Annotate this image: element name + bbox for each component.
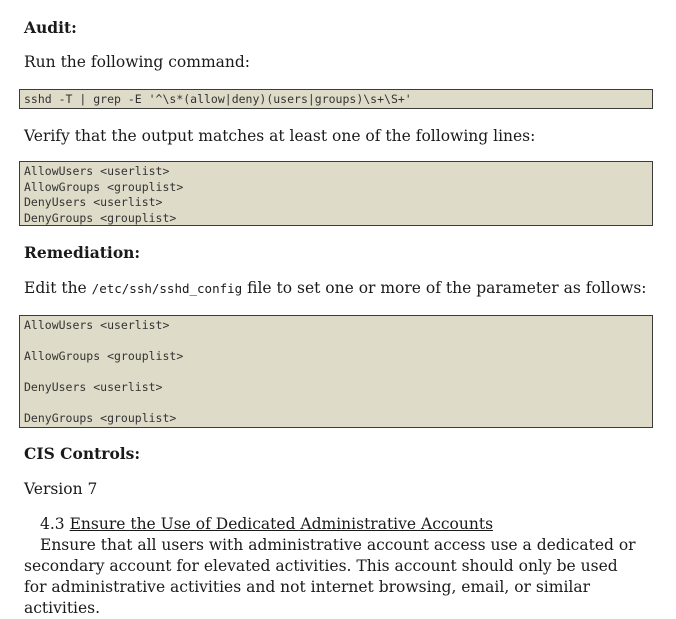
remediation-config-box <box>19 315 653 428</box>
remediation-heading: Remediation: <box>24 243 141 262</box>
remediation-config-line: DenyGroups <grouplist> <box>24 411 177 425</box>
remediation-config-line: AllowGroups <grouplist> <box>24 349 184 363</box>
audit-output-box <box>19 161 653 226</box>
audit-intro-text: Run the following command: <box>24 53 251 71</box>
remediation-text <box>24 278 647 299</box>
remediation-config-line: AllowUsers <userlist> <box>24 318 170 332</box>
remediation-text-before: Edit the <box>24 279 92 297</box>
remediation-config-line: DenyUsers <userlist> <box>24 380 163 394</box>
audit-output-line: DenyUsers <userlist> <box>24 195 163 209</box>
cis-control-title-link[interactable]: Ensure the Use of Dedicated Administrative Accounts <box>69 515 494 533</box>
cis-version: Version 7 <box>24 480 98 498</box>
audit-command: sshd -T | grep -E '^\s*(allow|deny)(users|groups)\s+\S+' <box>24 92 412 106</box>
remediation-text-after: file to set one or more of the parameter as follows: <box>242 279 647 297</box>
cis-control-number: 4.3 <box>40 515 65 533</box>
remediation-file-path: /etc/ssh/sshd_config <box>91 281 243 296</box>
cis-control-description: Ensure that all users with administrative account access use a dedicated or secondary account for elevated activities. This account should only be used for administrative activities and not internet browsing, email, or similar activities. <box>24 536 636 617</box>
audit-output-line: DenyGroups <grouplist> <box>24 210 177 225</box>
cis-controls-heading: CIS Controls: <box>24 444 141 463</box>
audit-output-line: AllowUsers <userlist> <box>24 164 170 178</box>
cis-control-title-line <box>40 514 493 534</box>
audit-output-line: AllowGroups <grouplist> <box>24 179 184 194</box>
audit-verify-text: Verify that the output matches at least one of the following lines: <box>24 127 536 145</box>
audit-heading: Audit: <box>24 18 77 37</box>
audit-command-box <box>19 89 653 109</box>
